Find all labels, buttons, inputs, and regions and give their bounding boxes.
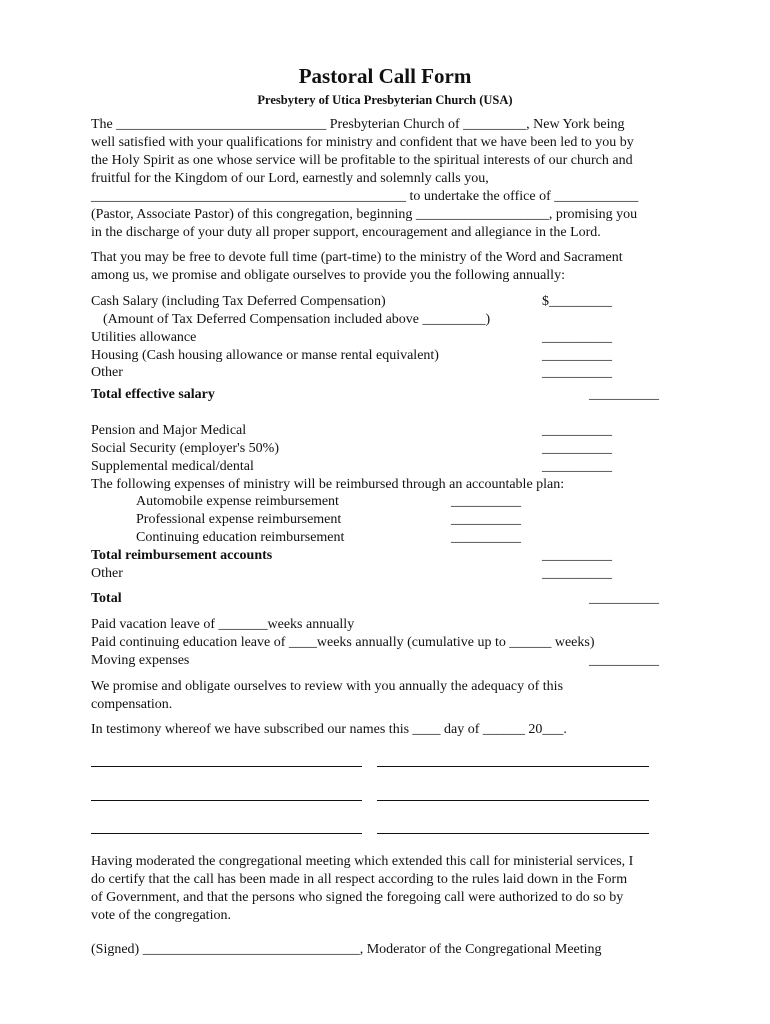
total-effective-salary-label: Total effective salary: [91, 387, 215, 402]
housing-blank: __________: [542, 348, 612, 363]
signature-line[interactable]: [91, 766, 362, 767]
review-line-2: compensation.: [91, 697, 173, 712]
total-label: Total: [91, 591, 122, 606]
intro-line-7: in the discharge of your duty all proper support, encouragement and allegiance in the Lord.: [91, 225, 601, 240]
social-security-blank: __________: [542, 441, 612, 456]
education-expense-label: Continuing education reimbursement: [136, 530, 345, 545]
supplemental-blank: __________: [542, 459, 612, 474]
benefits-other-label: Other: [91, 566, 123, 581]
moderator-line-1: Having moderated the congregational meeting which extended this call for ministerial services, I: [91, 854, 634, 869]
total-effective-salary-blank: __________: [589, 387, 659, 402]
intro-line-6: (Pastor, Associate Pastor) of this congregation, beginning ___________________, promising you: [91, 207, 638, 222]
auto-expense-label: Automobile expense reimbursement: [136, 494, 339, 509]
utilities-blank: __________: [542, 330, 612, 345]
social-security-label: Social Security (employer's 50%): [91, 441, 279, 456]
moving-expenses-label: Moving expenses: [91, 653, 190, 668]
supplemental-label: Supplemental medical/dental: [91, 459, 254, 474]
signature-line[interactable]: [377, 833, 649, 834]
housing-label: Housing (Cash housing allowance or manse rental equivalent): [91, 348, 439, 363]
total-blank: __________: [589, 591, 659, 606]
salary-other-blank: __________: [542, 365, 612, 380]
intro-line-4: fruitful for the Kingdom of our Lord, earnestly and solemnly calls you,: [91, 171, 489, 186]
intro-line-1: The ______________________________ Presbyterian Church of _________, New York being: [91, 117, 625, 132]
signature-line[interactable]: [91, 833, 362, 834]
auto-expense-blank: __________: [451, 494, 521, 509]
total-reimbursement-blank: __________: [542, 548, 612, 563]
vacation-leave-line: Paid vacation leave of _______weeks annually: [91, 617, 355, 632]
benefits-other-blank: __________: [542, 566, 612, 581]
total-reimbursement-label: Total reimbursement accounts: [91, 548, 273, 563]
pension-label: Pension and Major Medical: [91, 423, 247, 438]
signature-line[interactable]: [377, 766, 649, 767]
pension-blank: __________: [542, 423, 612, 438]
moderator-line-3: of Government, and that the persons who signed the foregoing call were authorized to do so by: [91, 890, 624, 905]
intro-line-3: the Holy Spirit as one whose service will be profitable to the spiritual interests of our church and: [91, 153, 633, 168]
devotion-line-1: That you may be free to devote full time (part-time) to the ministry of the Word and Sacrament: [91, 250, 623, 265]
signature-line[interactable]: [91, 800, 362, 801]
review-line-1: We promise and obligate ourselves to review with you annually the adequacy of this: [91, 679, 564, 694]
professional-expense-label: Professional expense reimbursement: [136, 512, 342, 527]
expenses-intro: The following expenses of ministry will be reimbursed through an accountable plan:: [91, 477, 565, 492]
education-expense-blank: __________: [451, 530, 521, 545]
moderator-line-4: vote of the congregation.: [91, 908, 231, 923]
deferred-comp-label: (Amount of Tax Deferred Compensation included above _________): [103, 312, 491, 327]
cash-salary-label: Cash Salary (including Tax Deferred Compensation): [91, 294, 386, 309]
salary-other-label: Other: [91, 365, 123, 380]
devotion-line-2: among us, we promise and obligate ourselves to provide you the following annually:: [91, 268, 565, 283]
intro-line-2: well satisfied with your qualifications for ministry and confident that we have been led to you by: [91, 135, 634, 150]
page-title: Pastoral Call Form: [298, 64, 472, 88]
testimony-line: In testimony whereof we have subscribed our names this ____ day of ______ 20___.: [91, 722, 567, 737]
page-subtitle: Presbytery of Utica Presbyterian Church (USA): [257, 93, 513, 107]
utilities-label: Utilities allowance: [91, 330, 197, 345]
education-leave-line: Paid continuing education leave of ____weeks annually (cumulative up to ______ weeks): [91, 635, 595, 650]
signature-line[interactable]: [377, 800, 649, 801]
cash-salary-blank: $_________: [542, 294, 612, 309]
professional-expense-blank: __________: [451, 512, 521, 527]
moderator-signature-line: (Signed) _______________________________, Moderator of the Congregational Meeting: [91, 942, 602, 957]
intro-line-5: _____________________________________________ to undertake the office of ____________: [91, 189, 639, 204]
moderator-line-2: do certify that the call has been made in all respect according to the rules laid down in the Form: [91, 872, 628, 887]
moving-expenses-blank: __________: [589, 653, 659, 668]
